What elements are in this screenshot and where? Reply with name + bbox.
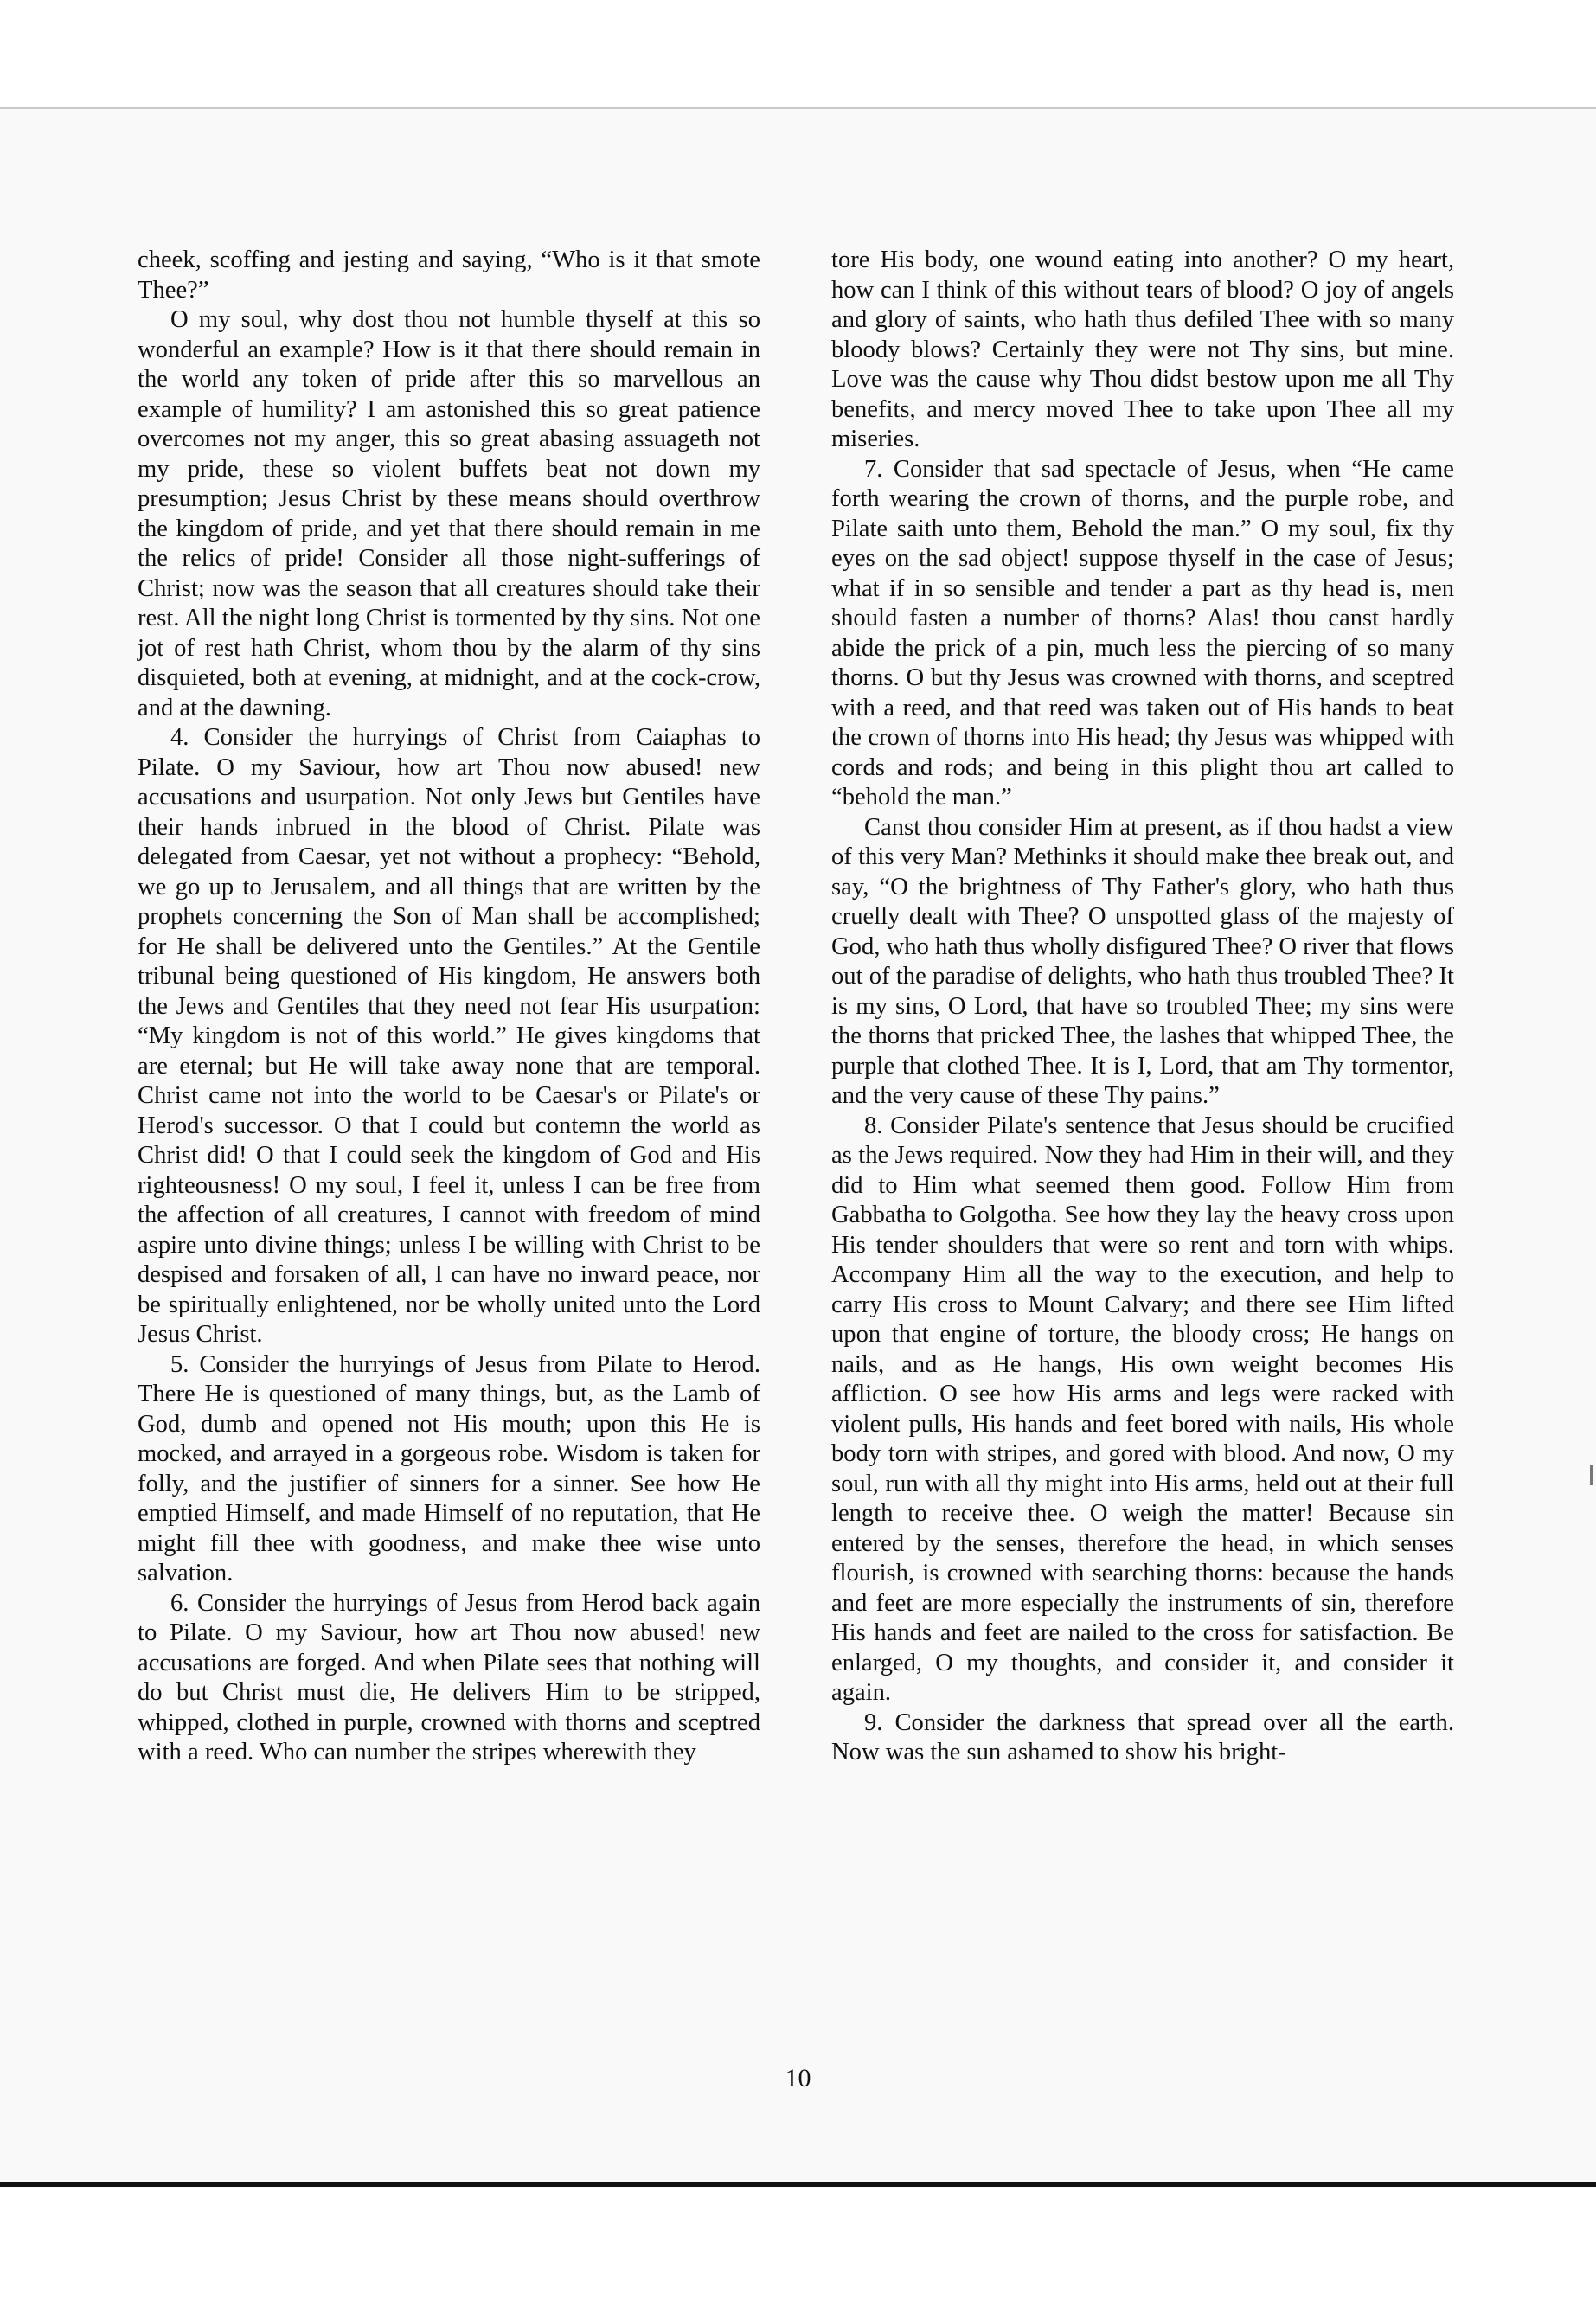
page-number: 10 xyxy=(785,2064,811,2093)
scan-bottom-edge xyxy=(0,2182,1596,2187)
scan-edge-mark xyxy=(1590,1465,1593,1485)
left-column xyxy=(138,246,760,1768)
right-column xyxy=(831,246,1454,1768)
paragraph: 6. Consider the hurryings of Jesus from Herod back again to Pilate. O my Saviour, how art Thou now abused! new accusations are forged. And when Pilate sees that nothing will do but Christ must die, He delivers Him to be stripped, whipped, clothed in purple, crowned with thorns and sceptred with a reed. Who can number the stripes wherewith they xyxy=(138,1589,760,1766)
paragraph: 9. Consider the darkness that spread over all the earth. Now was the sun ashamed to show his bright- xyxy=(831,1708,1454,1766)
paragraph: 5. Consider the hurryings of Jesus from Pilate to Herod. There He is questioned of many things, but, as the Lamb of God, dumb and opened not His mouth; upon this He is mocked, and arrayed in a gorgeous robe. Wisdom is taken for folly, and the justifier of sinners for a sinner. See how He emptied Himself, and made Himself of no reputation, that He might fill thee with goodness, and make thee wise unto salvation. xyxy=(138,1350,760,1586)
paragraph: 4. Consider the hurryings of Christ from Caiaphas to Pilate. O my Saviour, how art Thou now abused! new accusations and usurpation. Not only Jews but Gentiles have their hands inbrued in the blood of Christ. Pilate was delegated from Caesar, yet not without a prophecy: “Behold, we go up to Jerusalem, and all things that are written by the prophets concerning the Son of Man shall be accomplished; for He shall be delivered unto the Gentiles.” At the Gentile tribunal being questioned of His kingdom, He answers both the Jews and Gentiles that they need not fear His usurpation: “My kingdom is not of this world.” He gives kingdoms that are eternal; but He will take away none that are temporal. Christ came not into the world to be Caesar's or Pilate's or Herod's successor. O that I could but contemn the world as Christ did! O that I could seek the kingdom of God and His righteousness! O my soul, I feel it, unless I can be free from the affection of all creatures, I cannot with freedom of mind aspire unto divine things; unless I be willing with Christ to be despised and forsaken of all, I can have no inward peace, nor be spiritually enlightened, nor be wholly united unto the Lord Jesus Christ. xyxy=(138,724,760,1348)
paragraph: tore His body, one wound eating into another? O my heart, how can I think of this without tears of blood? O joy of angels and glory of saints, who hath thus defiled Thee with so many bloody blows? Certainly they were not Thy sins, but mine. Love was the cause why Thou didst bestow upon me all Thy benefits, and mercy moved Thee to take upon Thee all my miseries. xyxy=(831,247,1454,452)
paragraph: 7. Consider that sad spectacle of Jesus, when “He came forth wearing the crown of thorns, and the purple robe, and Pilate saith unto them, Behold the man.” O my soul, fix thy eyes on the sad object! suppose thyself in the case of Jesus; what if in so sensible and tender a part as thy head is, men should fasten a number of thorns? Alas! thou canst hardly abide the prick of a pin, much less the piercing of so many thorns. O but thy Jesus was crowned with thorns, and sceptred with a reed, and that reed was taken out of His hands to beat the crown of thorns into His head; thy Jesus was whipped with cords and rods; and being in this plight thou art called to “behold the man.” xyxy=(831,455,1454,811)
paragraph: cheek, scoffing and jesting and saying, “Who is it that smote Thee?” xyxy=(138,247,760,304)
paragraph: Canst thou consider Him at present, as if thou hadst a view of this very Man? Methinks it should make thee break out, and say, “O the brightness of Thy Father's glory, who hath thus cruelly dealt with Thee? O unspotted glass of the majesty of God, who hath thus wholly disfigured Thee? O river that flows out of the paradise of delights, who hath thus troubled Thee? It is my sins, O Lord, that have so troubled Thee; my sins were the thorns that pricked Thee, the lashes that whipped Thee, the purple that clothed Thee. It is I, Lord, that am Thy tormentor, and the very cause of these Thy pains.” xyxy=(831,813,1454,1109)
paragraph: O my soul, why dost thou not humble thyself at this so wonderful an example? How is it that there should remain in the world any token of pride after this so marvellous an example of humility? I am astonished this so great patience overcomes not my anger, this so great abasing assuageth not my pride, these so violent buffets beat not down my presumption; Jesus Christ by these means should overthrow the kingdom of pride, and yet that there should remain in me the relics of pride! Consider all those night-sufferings of Christ; now was the season that all creatures should take their rest. All the night long Christ is tormented by thy sins. Not one jot of rest hath Christ, whom thou by the alarm of thy sins disquieted, both at evening, at midnight, and at the cock-crow, and at the dawning. xyxy=(138,306,760,721)
paragraph: 8. Consider Pilate's sentence that Jesus should be crucified as the Jews required. Now they had Him in their will, and they did to Him what seemed them good. Follow Him from Gabbatha to Golgotha. See how they lay the heavy cross upon His tender shoulders that were so rent and torn with whips. Accompany Him all the way to the execution, and help to carry His cross to Mount Calvary; and there see Him lifted upon that engine of torture, the bloody cross; He hangs on nails, and as He hangs, His own weight becomes His affliction. O see how His arms and legs were racked with violent pulls, His hands and feet bored with nails, His whole body torn with stripes, and gored with blood. And now, O my soul, run with all thy might into His arms, held out at their full length to receive thee. O weigh the matter! Because sin entered by the senses, therefore the head, in which senses flourish, is crowned with searching thorns: because the hands and feet are more especially the instruments of sin, therefore His hands and feet are nailed to the cross for satisfaction. Be enlarged, O my thoughts, and consider it, and consider it again. xyxy=(831,1112,1454,1706)
